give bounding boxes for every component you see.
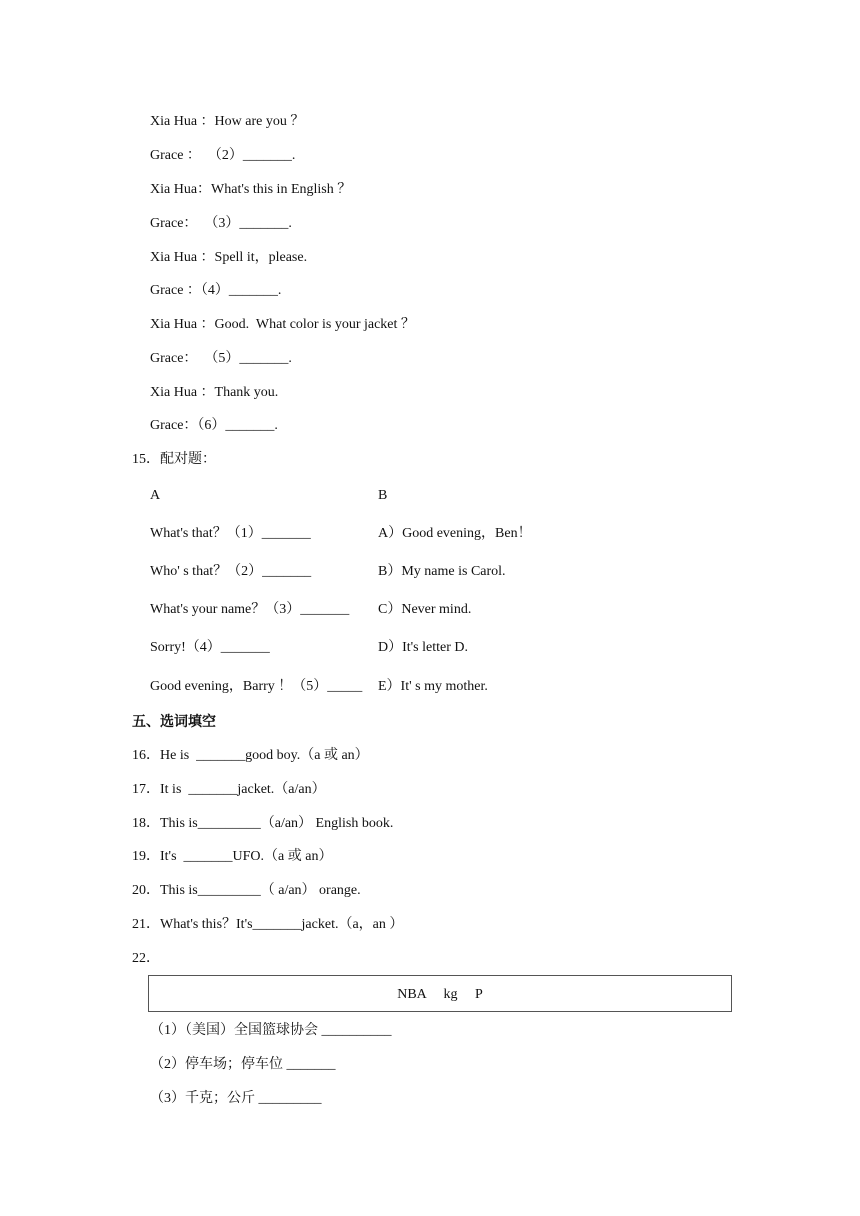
fill-question: 19．It's _______UFO.（a 或 an） — [132, 849, 333, 864]
dialogue-line: Grace： （3）_______. — [150, 216, 292, 231]
dialogue-line: Xia Hua ：How are you ？ — [150, 114, 305, 129]
fill-question: 17．It is _______jacket.（a/an） — [132, 782, 326, 797]
match-item-a: What's your name？（3）_______ — [150, 602, 350, 617]
match-item-b: A）Good evening，Ben！ — [378, 526, 532, 541]
word-bank-box — [148, 975, 732, 1012]
fill-question: 20．This is_________（ a/an） orange. — [132, 883, 361, 898]
dialogue-line: Xia Hua：What's this in English ？ — [150, 182, 352, 197]
abbreviation-item: （2）停车场；停车位 _______ — [150, 1057, 336, 1072]
dialogue-line: Xia Hua ：Good. What color is your jacket ？ — [150, 317, 415, 332]
question-15-title: 15．配对题： — [132, 452, 216, 467]
dialogue-line: Grace ： （2）_______. — [150, 148, 296, 163]
abbreviation-item: （3）千克；公斤 _________ — [150, 1091, 322, 1106]
match-item-a: Good evening，Barry ！（5）_____ — [150, 679, 363, 694]
word-bank: NBA kg P — [397, 987, 483, 1002]
dialogue-line: Grace：（6）_______. — [150, 418, 278, 433]
question-22-number: 22． — [132, 951, 160, 966]
dialogue-line: Xia Hua ：Spell it，please. — [150, 250, 308, 265]
fill-question: 16．He is _______good boy.（a 或 an） — [132, 748, 369, 763]
match-item-b: C）Never mind. — [378, 602, 472, 617]
match-item-a: Who' s that？（2）_______ — [150, 564, 312, 579]
fill-question: 21．What's this？It's_______jacket.（a，an ） — [132, 917, 404, 932]
fill-question: 18．This is_________（a/an） English book. — [132, 816, 394, 831]
match-item-b: B）My name is Carol. — [378, 564, 506, 579]
section-5-heading: 五、选词填空 — [132, 714, 216, 730]
match-item-a: What's that？（1）_______ — [150, 526, 311, 541]
match-item-b: D）It's letter D. — [378, 640, 469, 655]
column-a-header: A — [150, 488, 161, 503]
abbreviation-item: （1）（美国）全国篮球协会 __________ — [150, 1023, 392, 1038]
column-b-header: B — [378, 488, 388, 503]
match-item-a: Sorry!（4）_______ — [150, 640, 270, 655]
match-item-b: E）It' s my mother. — [378, 679, 488, 694]
dialogue-line: Xia Hua ：Thank you. — [150, 385, 279, 400]
dialogue-line: Grace： （5）_______. — [150, 351, 292, 366]
dialogue-line: Grace ：（4）_______. — [150, 283, 282, 298]
